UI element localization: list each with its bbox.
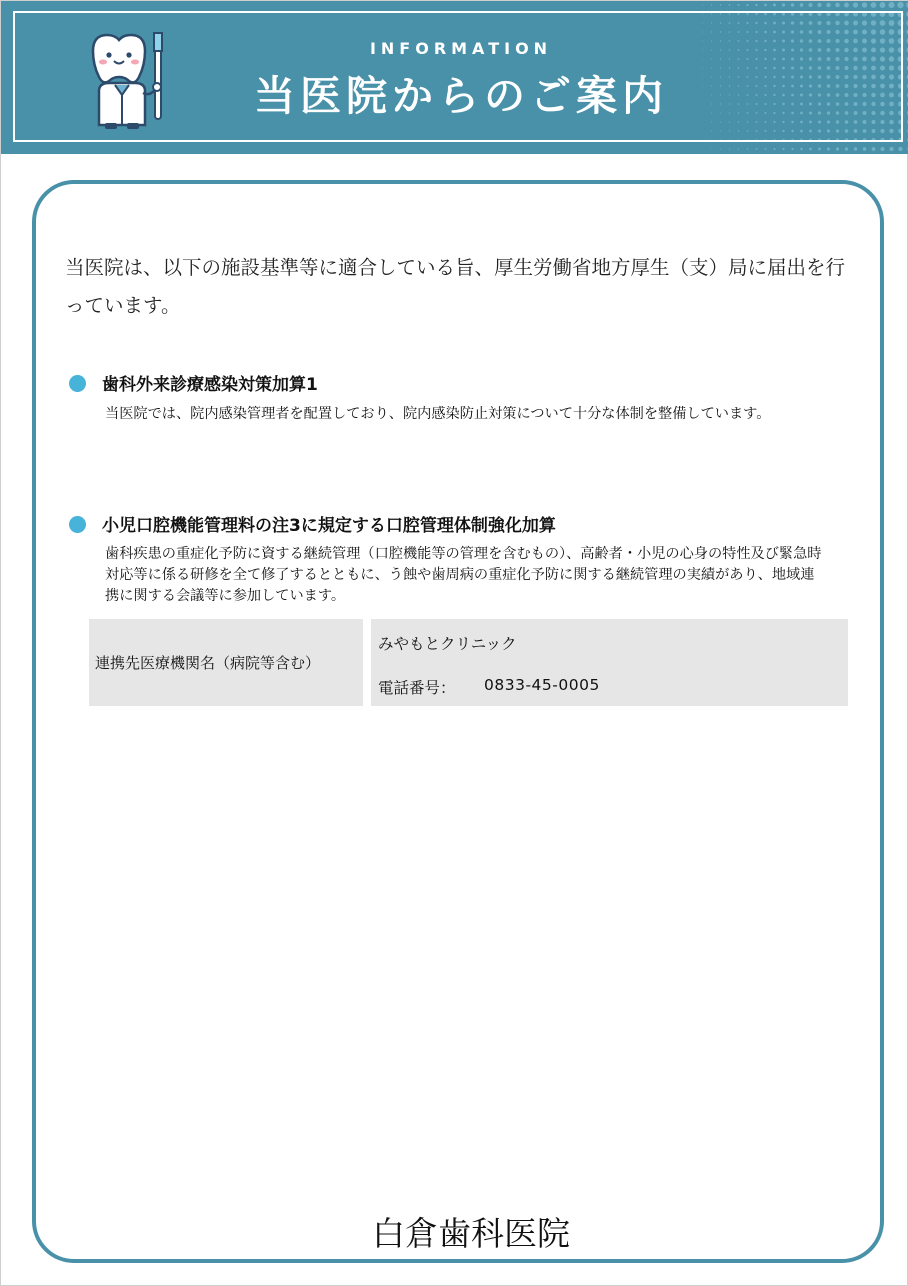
partner-institution-value (371, 619, 848, 706)
clinic-name: みやもとクリニック (378, 635, 517, 653)
tooth-mascot-icon (85, 29, 175, 131)
section-body: 当医院では、院内感染管理者を配置しており、院内感染防止対策について十分な体制を整備しています。 (105, 406, 771, 422)
page-title: 当医院からのご案内 (254, 72, 668, 120)
section-heading-text: 小児口腔機能管理料の注3に規定する口腔管理体制強化加算 (102, 516, 556, 536)
section-heading (69, 511, 556, 536)
phone-label: 電話番号： (378, 679, 456, 697)
section-heading (69, 370, 318, 395)
clinic-name-footer: 白倉歯科医院 (372, 1214, 570, 1253)
section-body: 歯科疾患の重症化予防に資する継続管理（口腔機能等の管理を含むもの）、高齢者・小児の心身の特性及び緊急時対応等に係る研修を全て修了するとともに、う蝕や歯周病の重症化予防に関する継続管理の実績があり、地域連携に関する会議等に参加しています。 (105, 546, 822, 604)
section-heading-text: 歯科外来診療感染対策加算1 (102, 375, 318, 395)
phone-number: 0833-45-0005 (484, 676, 600, 694)
header-subtitle: INFORMATION (369, 39, 553, 58)
content-card (32, 180, 884, 1263)
bullet-icon (69, 516, 86, 533)
header-banner (1, 1, 908, 154)
partner-institution-label: 連携先医療機関名（病院等含む） (89, 619, 363, 706)
bullet-icon (69, 375, 86, 392)
intro-text: 当医院は、以下の施設基準等に適合している旨、厚生労働省地方厚生（支）局に届出を行っています。 (65, 256, 846, 317)
